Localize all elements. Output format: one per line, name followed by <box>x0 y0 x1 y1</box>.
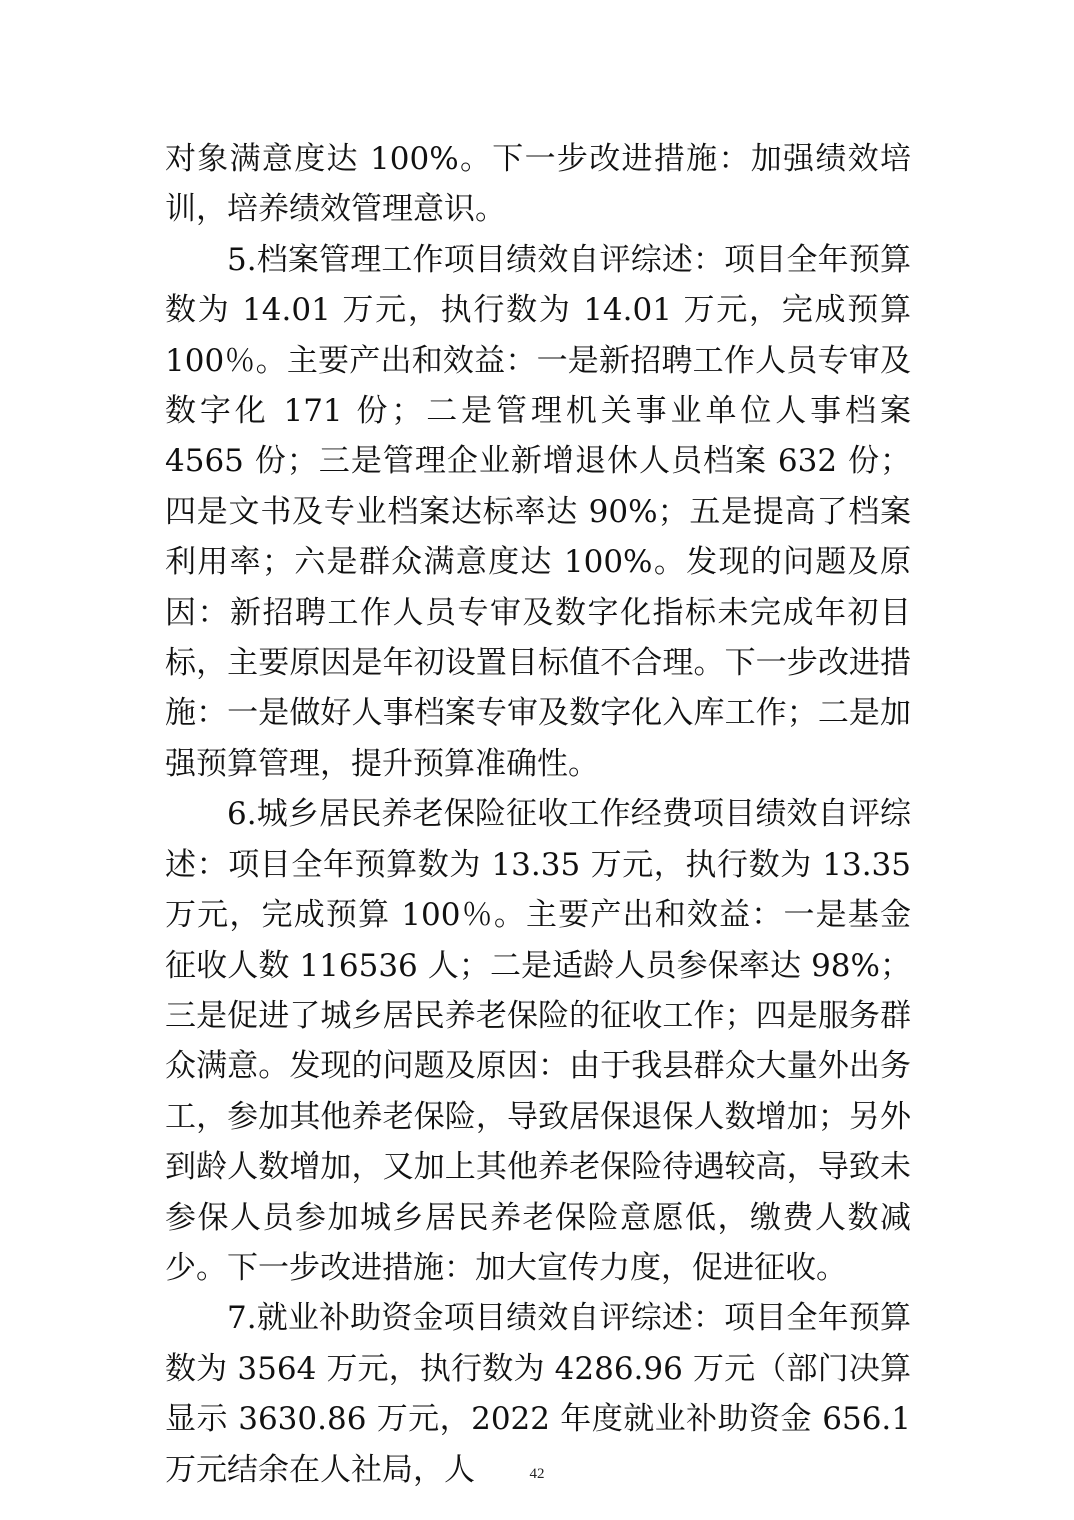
page-number: 42 <box>529 1466 545 1482</box>
paragraph-employment-subsidy: 7.就业补助资金项目绩效自评综述：项目全年预算数为 3564 万元，执行数为 4286.96 万元（部门决算显示 3630.86 万元，2022 年度就业补助资金 656.1 万元结余在人社局，人 <box>165 1300 911 1488</box>
paragraph-archive-management: 5.档案管理工作项目绩效自评综述：项目全年预算数为 14.01 万元，执行数为 14.01 万元，完成预算 100％。主要产出和效益：一是新招聘工作人员专审及数字化 171 份；二是管理机关事业单位人事档案 4565 份；三是管理企业新增退休人员档案 632 份；四是文书及专业档案达标率达 90%；五是提高了档案利用率；六是群众满意度达 100%。发现的问题及原因：新招聘工作人员专审及数字化指标未完成年初目标，主要原因是年初设置目标值不合理。下一步改进措施：一是做好人事档案专审及数字化入库工作；二是加强预算管理，提升预算准确性。 <box>165 241 911 782</box>
body-text <box>165 134 911 1495</box>
paragraph-continuation: 对象满意度达 100%。下一步改进措施：加强绩效培训，培养绩效管理意识。 <box>165 141 911 228</box>
paragraph-pension-collection: 6.城乡居民养老保险征收工作经费项目绩效自评综述：项目全年预算数为 13.35 万元，执行数为 13.35 万元，完成预算 100％。主要产出和效益：一是基金征收人数 116536 人；二是适龄人员参保率达 98%；三是促进了城乡居民养老保险的征收工作；四是服务群众满意。发现的问题及原因：由于我县群众大量外出务工，参加其他养老保险，导致居保退保人数增加；另外到龄人数增加，又加上其他养老保险待遇较高，导致未参保人员参加城乡居民养老保险意愿低，缴费人数减少。下一步改进措施：加大宣传力度，促进征收。 <box>165 796 911 1286</box>
